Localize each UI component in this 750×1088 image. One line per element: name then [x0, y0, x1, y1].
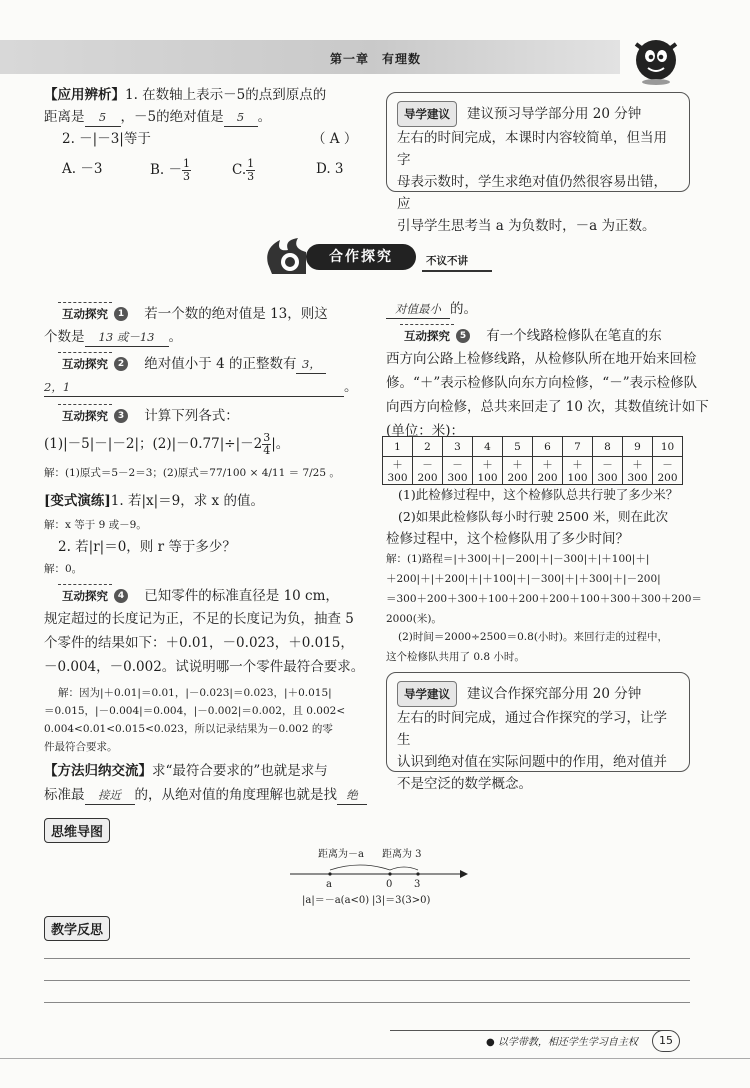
explore-badge: 互动探究 4	[58, 584, 128, 607]
explore-4-line4: －0.004，－0.002。试说明哪一个零件最符合要求。	[44, 659, 365, 675]
explore-1-line2: 个数是 13 或－13 。	[44, 329, 182, 345]
variant-q2-solution: 解：0。	[44, 563, 83, 575]
table-header-cell: 6	[533, 437, 563, 457]
table-cell: －300	[593, 457, 623, 485]
answer-blank: 2，1	[44, 378, 344, 397]
table-header-cell: 10	[653, 437, 683, 457]
explore-4-line2: 规定超过的长度记为正，不足的长度记为负，抽查 5	[44, 611, 354, 627]
explore-3-expression: (1)|－5|－|－2|；(2)|－0.77|÷|－2 $\frac{3}{4}$ |。	[44, 431, 290, 457]
answer-blank: 13 或－13	[85, 328, 169, 347]
explore-badge: 互动探究 1	[58, 302, 128, 325]
writing-line	[44, 1002, 690, 1003]
writing-line	[44, 980, 690, 981]
mindmap-point-3: 3	[414, 879, 421, 890]
apply-q2-answer: （ A ）	[312, 131, 358, 147]
bottom-rule	[0, 1058, 750, 1059]
table-cell: ＋300	[623, 457, 653, 485]
explore-4-solution-1: 解：因为|＋0.01|＝0.01，|－0.023|＝0.023，|＋0.015|	[58, 687, 332, 699]
explore-3-solution: 解：(1)原式＝5－2＝3；(2)原式＝77/100 × 4/11 ＝ 7/25 。	[44, 467, 340, 479]
table-cell: ＋200	[503, 457, 533, 485]
footer-slogan: ● 以学带教，相还学生学习自主权	[486, 1037, 638, 1048]
answer-blank: 3，	[296, 355, 326, 374]
mindmap-top-label-1: 距离为－a	[318, 849, 364, 860]
fraction: $\frac{1}{3}$	[247, 157, 255, 183]
table-header-cell: 1	[383, 437, 413, 457]
explore-badge: 互动探究 5	[400, 324, 470, 347]
explore-2-line2: 2，1 。	[44, 379, 358, 395]
table-cell: －200	[653, 457, 683, 485]
answer-blank: 接近	[85, 786, 135, 805]
explore-5-solution-2: ＋200|＋|＋200|＋|＋100|＋|－300|＋|＋300|＋|－200|	[386, 573, 661, 585]
explore-5-solution-5: (2)时间＝2000÷2500＝0.8(小时)。来回行走的过程中，	[398, 631, 669, 643]
mindmap-bottom-label-2: |3|＝3(3>0)	[372, 895, 431, 906]
answer-blank: 5	[224, 108, 258, 127]
table-cell: ＋100	[473, 457, 503, 485]
explore-badge: 互动探究 3	[58, 404, 128, 427]
mascot-icon	[626, 30, 686, 86]
table-header-cell: 3	[443, 437, 473, 457]
answer-blank: 对值最小	[386, 300, 450, 319]
variant-q1: [变式演练]1. 若|x|＝9，求 x 的值。	[44, 493, 264, 509]
mindmap-point-a: a	[326, 879, 332, 890]
table-cell: ＋300	[383, 457, 413, 485]
answer-blank: 绝	[337, 786, 367, 805]
table-cell: －200	[413, 457, 443, 485]
option-d: D. 3	[316, 161, 344, 177]
explore-5-line3: 修。“＋”表示检修队向东方向检修，“－”表示检修队	[386, 375, 698, 391]
table-header-cell: 9	[623, 437, 653, 457]
explore-5-line4: 向西方向检修，总共来回走了 10 次，其数值统计如下	[386, 399, 709, 415]
explore-5-solution-3: ＝300＋200＋300＋100＋200＋200＋100＋300＋300＋200＝	[386, 593, 702, 605]
distance-arc	[330, 865, 390, 870]
mindmap-label: 思维导图	[44, 818, 110, 843]
method-line3: 对值最小 的。	[386, 298, 477, 320]
explore-5-solution-1: 解：(1)路程＝|＋300|＋|－200|＋|－300|＋|＋100|＋|	[386, 553, 650, 565]
mindmap-bottom-label-1: |a|＝－a(a<0)	[302, 895, 370, 906]
page-number: 15	[652, 1030, 680, 1052]
explore-4-line1: 互动探究 4 已知零件的标准直径是 10 cm，	[58, 584, 339, 607]
table-cell: －300	[443, 457, 473, 485]
study-tip-box: 导学建议 建议预习导学部分用 20 分钟 左右的时间完成，本课时内容较简单，但当用字 母表示数时，学生求绝对值仍然很容易出错，应 引导学生思考当 a 为负数时，－a 为正数。	[386, 92, 690, 192]
explore-5-solution-4: 2000(米)。	[386, 613, 442, 625]
table-header-row	[383, 437, 683, 457]
explore-5-solution-6: 这个检修队共用了 0.8 小时。	[386, 651, 525, 663]
banner-title: 合作探究	[306, 244, 416, 270]
table-header-cell: 7	[563, 437, 593, 457]
table-header-cell: 2	[413, 437, 443, 457]
apply-q2: 2. －|－3|等于	[62, 131, 151, 147]
table-header-cell: 5	[503, 437, 533, 457]
writing-line	[44, 958, 690, 959]
explore-4-solution-3: 0.004<0.01<0.015<0.023，所以记录结果为－0.002 的零	[44, 723, 333, 735]
mindmap-point-0: 0	[386, 879, 393, 890]
distance-arc	[390, 867, 418, 870]
reflection-label: 教学反思	[44, 916, 110, 941]
explore-5-q2b: 检修过程中，这个检修队用了多少时间？	[386, 531, 629, 547]
explore-badge: 互动探究 2	[58, 352, 128, 375]
option-c: C. $\frac{1}{3}$	[232, 157, 255, 183]
fraction: $\frac{1}{3}$	[183, 157, 191, 183]
study-tip-tag: 导学建议	[397, 681, 457, 707]
table-header-cell: 8	[593, 437, 623, 457]
apply-q1-line1: 【应用辨析】1. 在数轴上表示－5的点到原点的	[44, 87, 327, 103]
header-band	[0, 40, 620, 74]
fraction: $\frac{3}{4}$	[263, 431, 271, 457]
explore-3-title: 互动探究 3 计算下列各式：	[58, 404, 239, 427]
explore-5-q2a: (2)如果此检修队每小时行驶 2500 米，则在此次	[398, 509, 668, 524]
explore-5-line5: (单位：米)：	[386, 423, 465, 439]
apply-q1-line2: 距离是 5 ，－5的绝对值是 5 。	[44, 109, 272, 125]
explore-5-q1: (1)此检修过程中，这个检修队总共行驶了多少米？	[398, 487, 679, 502]
explore-4-solution-4: 件最符合要求。	[44, 741, 118, 753]
study-tip-box: 导学建议 建议合作探究部分用 20 分钟 左右的时间完成，通过合作探究的学习，让学生 认识到绝对值在实际问题中的作用，绝对值并 不是空泛的数学概念。	[386, 672, 690, 772]
footer-rule	[390, 1030, 668, 1031]
explore-4-line3: 个零件的结果如下：＋0.01，－0.023，＋0.015，	[44, 635, 354, 651]
explore-5-line2: 西方向公路上检修线路，从检修队所在地开始来回检	[386, 351, 697, 367]
mindmap-top-label-2: 距离为 3	[382, 849, 422, 860]
table-header-cell: 4	[473, 437, 503, 457]
method-line2: 标准最 接近 的，从绝对值的角度理解也就是找 绝	[44, 784, 367, 806]
arrow-right-icon	[460, 870, 468, 878]
banner-subtitle: 不议不讲	[422, 252, 492, 272]
option-b: B. － $\frac{1}{3}$	[150, 157, 191, 183]
explore-2-line1: 互动探究 2 绝对值小于 4 的正整数有 3，	[58, 352, 326, 375]
variant-q2: 2. 若|r|＝0，则 r 等于多少？	[58, 539, 236, 555]
survey-table	[382, 436, 683, 485]
study-tip-tag: 导学建议	[397, 101, 457, 127]
answer-blank: 5	[85, 108, 121, 127]
table-cell: ＋100	[563, 457, 593, 485]
section-banner	[262, 234, 492, 278]
method-line1: 【方法归纳交流】求“最符合要求的”也就是求与	[44, 763, 328, 779]
explore-5-line1: 互动探究 5 有一个线路检修队在笔直的东	[400, 324, 662, 347]
table-row	[383, 457, 683, 485]
explore-1-line1: 互动探究 1 若一个数的绝对值是 13，则这	[58, 302, 328, 325]
table-cell: ＋200	[533, 457, 563, 485]
chapter-title: 第一章 有理数	[330, 52, 422, 66]
explore-4-solution-2: ＝0.015，|－0.004|＝0.004，|－0.002|＝0.002，且 0.002<	[44, 705, 346, 717]
variant-q1-solution: 解：x 等于 9 或－9。	[44, 519, 147, 531]
option-a: A. －3	[62, 161, 103, 177]
